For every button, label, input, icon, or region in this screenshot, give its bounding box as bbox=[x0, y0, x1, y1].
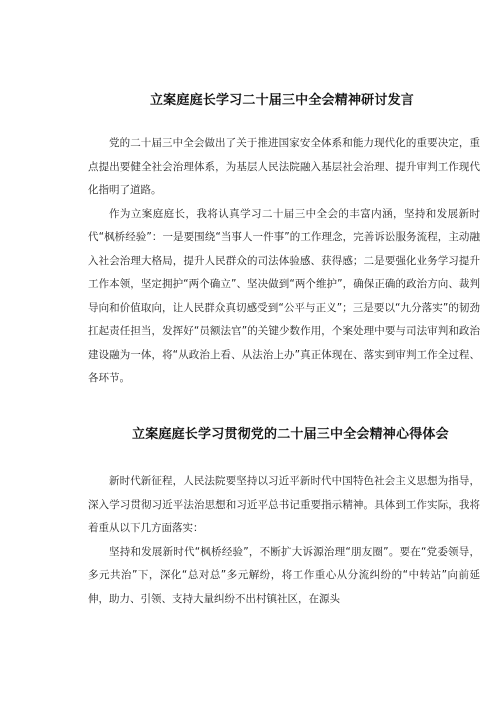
section-title: 立案庭庭长学习二十届三中全会精神研讨发言 bbox=[149, 93, 414, 108]
body-paragraph: 新时代新征程，人民法院要坚持以习近平新时代中国特色社会主义思想为指导，深入学习贯彻习近平法治思想和习近平总书记重要指示精神。具体到工作实际，我将着重从以下几方面落实： bbox=[88, 475, 480, 534]
body-paragraph: 坚持和发展新时代“枫桥经验”，不断扩大诉源治理“朋友圈”。要在“党委领导，多元共治”下，深化“总对总”多元解纷，将工作重心从分流纠纷的“中转站”向前延伸，助力、引领、支持大量纠纷不出村镇社区，在源头 bbox=[88, 545, 480, 605]
speech-section bbox=[88, 92, 480, 391]
body-paragraph: 作为立案庭庭长，我将认真学习二十届三中全会的丰富内涵，坚持和发展新时代“枫桥经验”：一是要围绕“当事人一件事”的工作理念，完善诉讼服务流程，主动融入社会治理大格局，提升人民群众的司法体验感、获得感；二是要强化业务学习提升工作本领，坚定拥护“两个确立”、坚决做到“两个维护”，确保正确的政治方向、裁判导向和价值取向，让人民群众真切感受到“公平与正义”；三是要以“九分落实”的韧劲扛起责任担当，发挥好“员额法官”的关键少数作用，个案处理中要与司法审判和政治建设融为一体，将“从政治上看、从法治上办”真正体现在、落实到审判工作全过程、各环节。 bbox=[88, 207, 480, 384]
reflection-section bbox=[88, 426, 480, 611]
section-title: 立案庭庭长学习贯彻党的二十届三中全会精神心得体会 bbox=[132, 427, 449, 442]
body-paragraph: 党的二十届三中全会做出了关于推进国家安全体系和能力现代化的重要决定，重点提出要健全社会治理体系，为基层人民法院融入基层社会治理、提升审判工作现代化指明了道路。 bbox=[88, 137, 480, 196]
